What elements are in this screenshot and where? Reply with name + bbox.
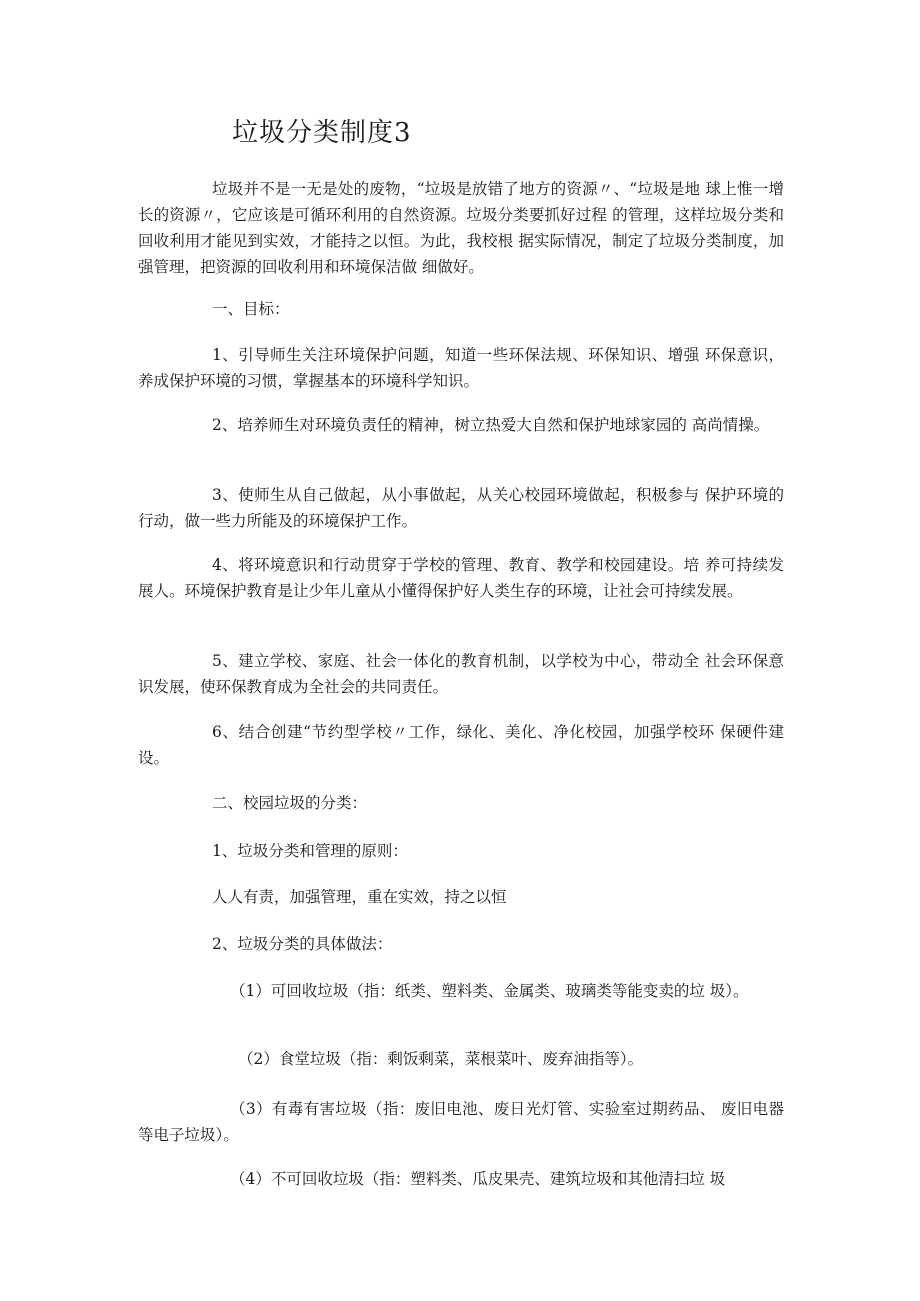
document-title: 垃圾分类制度3 xyxy=(232,118,412,148)
method-item: （2）食堂垃圾（指：剩饭剩菜，菜根菜叶、废弃油指等）。 xyxy=(238,1050,644,1068)
method-item: （3）有毒有害垃圾（指：废旧电池、废日光灯管、实验室过期药品、 废旧电器等电子垃圾）。 xyxy=(138,1100,784,1144)
intro-paragraph: 垃圾并不是一无是处的废物，“垃圾是放错了地方的资源〃、“垃圾是地 球上惟一增长的资源〃，它应该是可循环利用的自然资源。垃圾分类要抓好过程 的管理，这样垃圾分类和回收利用才能见到实效，才能持之以恒。为此，我校根 据实际情况，制定了垃圾分类制度，加强管理，把资源的回收利用和环境保洁做 细做好。 xyxy=(138,180,784,276)
section-heading-classification: 二、校园垃圾的分类： xyxy=(212,794,368,812)
goal-item: 5、建立学校、家庭、社会一体化的教育机制，以学校为中心，带动全 社会环保意识发展，使环保教育成为全社会的共同责任。 xyxy=(138,652,784,696)
goal-item: 4、将环境意识和行动贯穿于学校的管理、教育、教学和校园建设。培 养可持续发展人。环境保护教育是让少年儿童从小懂得保护好人类生存的环境，让社会可持续发展。 xyxy=(138,556,784,600)
principle-heading: 1、垃圾分类和管理的原则： xyxy=(212,842,408,860)
goal-item: 3、使师生从自己做起，从小事做起，从关心校园环境做起，积极参与 保护环境的行动，做一些力所能及的环境保护工作。 xyxy=(138,486,784,530)
section-heading-goals: 一、目标： xyxy=(212,300,290,318)
goal-item: 1、引导师生关注环境保护问题，知道一些环保法规、环保知识、增强 环保意识，养成保护环境的习惯，掌握基本的环境科学知识。 xyxy=(138,346,784,390)
method-item: （4）不可回收垃圾（指：塑料类、瓜皮果壳、建筑垃圾和其他清扫垃 圾 xyxy=(230,1170,726,1188)
goal-item: 6、结合创建“节约型学校〃工作，绿化、美化、净化校园，加强学校环 保硬件建设。 xyxy=(138,723,784,767)
method-heading: 2、垃圾分类的具体做法： xyxy=(212,935,393,953)
method-item: （1）可回收垃圾（指：纸类、塑料类、金属类、玻璃类等能变卖的垃 圾）。 xyxy=(230,982,749,1000)
principle-text: 人人有责，加强管理，重在实效，持之以恒 xyxy=(212,888,507,906)
goal-item: 2、培养师生对环境负责任的精神，树立热爱大自然和保护地球家园的 高尚情操。 xyxy=(212,416,770,434)
